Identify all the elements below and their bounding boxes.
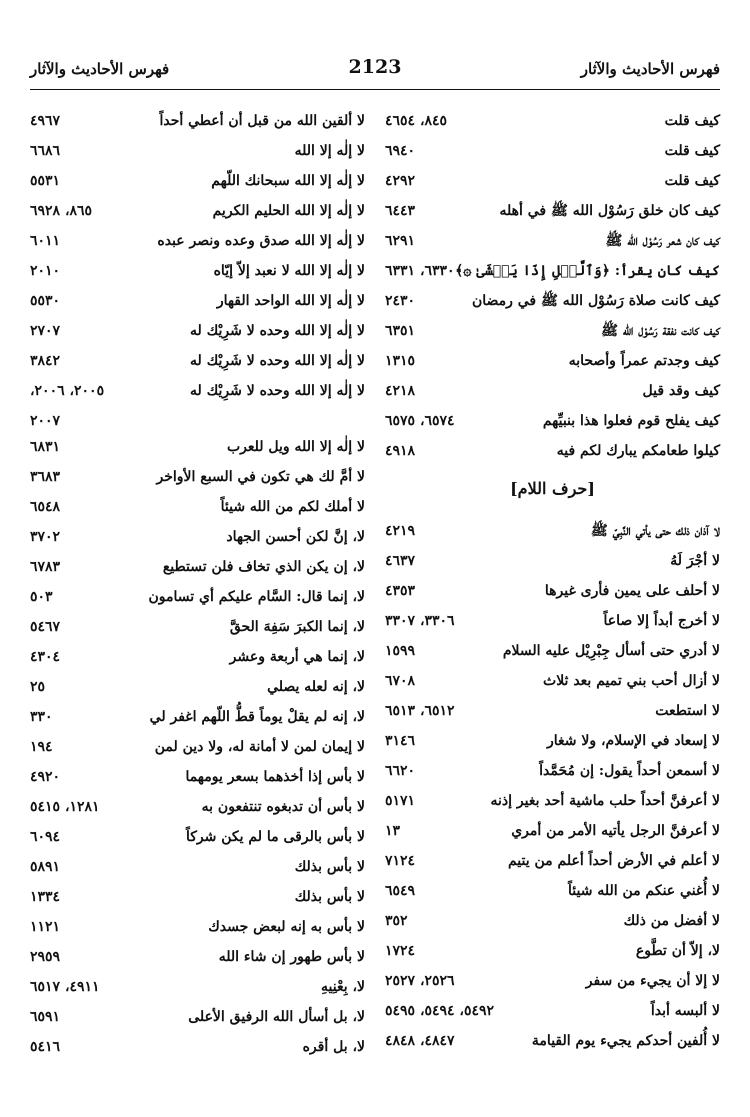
- index-entry: [30, 792, 365, 822]
- index-entry: [385, 606, 720, 636]
- entry-text: لا أخرج أبداً إلا صاعاً: [603, 613, 720, 629]
- entry-numbers: ٥٨٩١: [30, 859, 61, 875]
- index-entry: [385, 576, 720, 606]
- entry-numbers: ٤٨٤٧، ٤٨٤٨: [385, 1033, 455, 1049]
- entry-numbers: ٢٥٢٦، ٢٥٢٧: [385, 973, 455, 989]
- entry-numbers: ٢٠٠٧: [30, 413, 61, 429]
- entry-text: لا إلٰه إلا الله صدق وعده ونصر عبده: [157, 233, 365, 249]
- entry-text: كيف وجدتم عمراً وأصحابه: [568, 353, 720, 369]
- entry-numbers: ٦٩٤٠: [385, 143, 416, 159]
- entry-numbers: ٢٤٣٠: [385, 293, 416, 309]
- entry-numbers: ٥٤٩٢، ٥٤٩٤، ٥٤٩٥: [385, 1003, 495, 1019]
- entry-text: لا إلا أن يجيء من سفر: [585, 973, 720, 989]
- index-entry: [30, 1032, 365, 1062]
- index-entry: [30, 762, 365, 792]
- entry-text: لا أعلم في الأرض أحداً أعلم من يتيم: [507, 853, 720, 869]
- entry-numbers: ٣٥٢: [385, 913, 408, 929]
- index-entry: [30, 582, 365, 612]
- entry-text: لا بأس به إنه لبعض جسدك: [208, 919, 365, 935]
- entry-numbers: ٦٠٩٤: [30, 829, 61, 845]
- entry-text: لا، إنما الكبرَ سَفِهَ الحقَّ: [229, 619, 365, 635]
- index-entry: [385, 906, 720, 936]
- index-entry: [30, 406, 365, 432]
- entry-numbers: ٢٩٥٩: [30, 949, 61, 965]
- entry-text: كيف وقد قيل: [642, 383, 720, 399]
- entry-text: لا أدري حتى أسأل جِبْرِيْل عليه السلام: [502, 643, 720, 659]
- index-entry: [385, 876, 720, 906]
- index-entry: [385, 666, 720, 696]
- entry-numbers: ٦٥٤٩: [385, 883, 416, 899]
- entry-text: كيف كان شعر رَسُوْل الله ﷺ: [605, 233, 720, 249]
- index-entry: [385, 316, 720, 346]
- index-entry: [30, 256, 365, 286]
- index-entry: [385, 406, 720, 436]
- index-entry: [30, 376, 365, 406]
- entry-text: لا أزال أحب بني تميم بعد ثلاث: [543, 673, 720, 689]
- entry-text: لا إلٰه إلا الله الحليم الكريم: [212, 203, 365, 219]
- entry-text: لا بأس أن تدبغوه تنتفعون به: [201, 799, 365, 815]
- entry-numbers: ١١٢١: [30, 919, 61, 935]
- index-entry: [30, 432, 365, 462]
- entry-text: لا آذان ذلك حتى يأتي النَّبِيّ ﷺ: [590, 523, 720, 539]
- index-entry: [30, 106, 365, 136]
- section-heading: [385, 466, 720, 516]
- entry-numbers: ٤٢٩٢: [385, 173, 416, 189]
- entry-text: لا إلٰه إلا الله الواحد القهار: [216, 293, 365, 309]
- entry-text: لا إلٰه إلا الله وحده لا شَرِيْك له: [190, 383, 365, 399]
- entry-numbers: ٥٤١٦: [30, 1039, 61, 1055]
- entry-numbers: ٦٧٠٨: [385, 673, 416, 689]
- entry-text: لا بأس بذلك: [294, 889, 365, 905]
- entry-text: كيف كان خلق رَسُوْل الله ﷺ في أهله: [499, 203, 720, 219]
- entry-text: لا، بل أقره: [302, 1039, 365, 1055]
- entry-text: لا إلٰه إلا الله ويل للعرب: [226, 439, 365, 455]
- entry-text: لا استطعت: [655, 703, 720, 719]
- entry-text: لا، إنه لعله يصلي: [267, 679, 365, 695]
- index-entry: [385, 256, 720, 286]
- entry-text: لا إلٰه إلا الله سبحانك اللّهم: [211, 173, 365, 189]
- entry-text: لا أُلفين أحدكم يجيء يوم القيامة: [531, 1033, 720, 1049]
- index-entry: [30, 226, 365, 256]
- entry-numbers: ٦٥٤٨: [30, 499, 61, 515]
- entry-text: لا، إلاّ أن تطَّوع: [635, 943, 720, 959]
- entry-text: لا أجْرَ لَهُ: [670, 553, 720, 569]
- entry-numbers: ١٣٣٤: [30, 889, 61, 905]
- entry-numbers: ٦٢٩١: [385, 233, 416, 249]
- entry-numbers: ٣٧٠٢: [30, 529, 61, 545]
- index-entry: [385, 546, 720, 576]
- entry-numbers: ١٢٨١، ٥٤١٥: [30, 799, 100, 815]
- index-entry: [385, 846, 720, 876]
- entry-text: لا، إن يكن الذي تخاف فلن تستطيع: [162, 559, 365, 575]
- entry-numbers: ٦٠١١: [30, 233, 61, 249]
- entry-numbers: ٤٩٦٧: [30, 113, 61, 129]
- entry-numbers: ١٣١٥: [385, 353, 416, 369]
- entry-text: لا، إنه لم يقلْ يوماً قطُّ اللّهم اغفر لي: [149, 709, 365, 725]
- entry-numbers: ٣٣٠٦، ٣٣٠٧: [385, 613, 455, 629]
- index-entry: [385, 786, 720, 816]
- index-entry: [30, 912, 365, 942]
- entry-text: لا أسمعن أحداً يقول: إن مُحَمَّداً: [539, 763, 720, 779]
- index-entry: [385, 136, 720, 166]
- index-entry: [30, 316, 365, 346]
- index-entry: [30, 136, 365, 166]
- entry-text: لا إلٰه إلا الله: [294, 143, 365, 159]
- entry-text: كيف قلت: [664, 143, 720, 159]
- entry-text: لا بأس بالرقى ما لم يكن شركاً: [185, 829, 365, 845]
- entry-numbers: ٦٣٣٠، ٦٣٣١: [385, 263, 455, 279]
- entry-numbers: ٤٩١١، ٦٥١٧: [30, 979, 100, 995]
- index-entry: [30, 552, 365, 582]
- index-entry: [30, 166, 365, 196]
- index-entry: [30, 852, 365, 882]
- entry-text: لا ألقين الله من قبل أن أعطي أحداً: [159, 113, 365, 129]
- entry-numbers: ١٧٢٤: [385, 943, 416, 959]
- entry-numbers: ٢٠١٠: [30, 263, 61, 279]
- index-entry: [385, 726, 720, 756]
- entry-text: لا أحلف على يمين فأرى غيرها: [544, 583, 720, 599]
- index-entry: [385, 346, 720, 376]
- index-entry: [385, 996, 720, 1026]
- entry-text: لا أعرفنَّ الرجل يأتيه الأمر من أمري: [511, 823, 720, 839]
- entry-numbers: ٥٤٦٧: [30, 619, 61, 635]
- index-entry: [30, 822, 365, 852]
- entry-text: لا أملك لكم من الله شيئاً: [220, 499, 365, 515]
- entry-text: كيف يفلح قوم فعلوا هذا بنبيِّهم: [542, 413, 720, 429]
- entry-text: لا، بِعْنِيهِ: [321, 979, 365, 995]
- entry-text: لا، بل أسأل الله الرفيق الأعلى: [188, 1009, 365, 1025]
- index-entry: [30, 972, 365, 1002]
- index-entry: [385, 966, 720, 996]
- header-rule: [30, 89, 720, 90]
- entry-numbers: ٤٢١٩: [385, 523, 416, 539]
- index-entry: [30, 612, 365, 642]
- entry-text: لا أمَّ لك هي تكون في السبع الأواخر: [156, 469, 365, 485]
- page-number: 2123: [348, 56, 402, 78]
- index-entry: [30, 346, 365, 376]
- entry-text: كيف قلت: [664, 113, 720, 129]
- entry-numbers: ٦٧٨٣: [30, 559, 61, 575]
- index-entry: [385, 166, 720, 196]
- entry-text: لا، إنَّ لكن أحسن الجهاد: [226, 529, 365, 545]
- index-entry: [30, 732, 365, 762]
- entry-text: كيف قلت: [664, 173, 720, 189]
- entry-text: لا إلٰه إلا الله لا نعبد إلاّ إيّاه: [213, 263, 365, 279]
- entry-numbers: ٦٦٨٦: [30, 143, 61, 159]
- entry-numbers: ٤٩١٨: [385, 443, 416, 459]
- entry-numbers: ٢٧٠٧: [30, 323, 61, 339]
- entry-text: لا إلٰه إلا الله وحده لا شَرِيْك له: [190, 353, 365, 369]
- index-entry: [385, 226, 720, 256]
- entry-numbers: ١٥٩٩: [385, 643, 416, 659]
- section-heading-text: [حرف اللام]: [510, 479, 595, 498]
- index-entry: [385, 1026, 720, 1056]
- index-entry: [30, 942, 365, 972]
- entry-numbers: ٦٣٥١: [385, 323, 416, 339]
- left-column: [30, 106, 365, 1062]
- entry-numbers: ٦٥٩١: [30, 1009, 61, 1025]
- entry-numbers: ٣٦٨٣: [30, 469, 61, 485]
- entry-numbers: ٥٥٣٠: [30, 293, 61, 309]
- index-entry: [30, 196, 365, 226]
- entry-numbers: ٧١٢٤: [385, 853, 416, 869]
- entry-numbers: ٤٢١٨: [385, 383, 416, 399]
- entry-numbers: ٥١٧١: [385, 793, 416, 809]
- entry-text: كيف كان يقرأ: ﴿وَٱلَّيۡلِ إِذَا يَغۡشَىٰ ۞﴾: [455, 263, 720, 279]
- index-entry: [30, 882, 365, 912]
- entry-text: لا إسعاد في الإسلام، ولا شغار: [547, 733, 720, 749]
- index-entry: [30, 492, 365, 522]
- page-header: [30, 56, 720, 86]
- entry-text: لا إيمان لمن لا أمانة له، ولا دين لمن: [154, 739, 365, 755]
- entry-numbers: ٢٥: [30, 679, 46, 695]
- entry-text: لا، إنما هي أربعة وعشر: [229, 649, 365, 665]
- right-column: [385, 106, 720, 1056]
- entry-numbers: ٦٨٣١: [30, 439, 61, 455]
- entry-text: لا بأس إذا أخذهما بسعر يومهما: [185, 769, 365, 785]
- index-entry: [30, 1002, 365, 1032]
- running-title-left: فهرس الأحاديث والآثار: [30, 60, 170, 78]
- entry-numbers: ١٣: [385, 823, 401, 839]
- index-entry: [385, 436, 720, 466]
- index-entry: [385, 936, 720, 966]
- entry-numbers: ٦٥١٢، ٦٥١٣: [385, 703, 455, 719]
- index-entry: [30, 286, 365, 316]
- entry-text: كيف كانت نفقة رَسُوْل الله ﷺ: [601, 323, 720, 339]
- entry-numbers: ٨٤٥، ٤٦٥٤: [385, 113, 448, 129]
- index-entry: [385, 286, 720, 316]
- entry-numbers: ٦٤٤٣: [385, 203, 416, 219]
- running-title-right: فهرس الأحاديث والآثار: [580, 60, 720, 78]
- entry-numbers: ٤٣٥٣: [385, 583, 416, 599]
- entry-numbers: ٥٠٣: [30, 589, 53, 605]
- entry-numbers: ٤٩٢٠: [30, 769, 61, 785]
- entry-numbers: ٦٦٢٠: [385, 763, 416, 779]
- entry-text: لا أُغني عنكم من الله شيئاً: [568, 883, 720, 899]
- index-entry: [385, 636, 720, 666]
- index-entry: [385, 516, 720, 546]
- entry-text: لا بأس بذلك: [294, 859, 365, 875]
- entry-numbers: ٨٦٥، ٦٩٢٨: [30, 203, 93, 219]
- entry-text: لا أعرفنَّ أحداً حلب ماشية أحد بغير إذنه: [490, 793, 720, 809]
- entry-text: كيف كانت صلاة رَسُوْل الله ﷺ في رمضان: [471, 293, 720, 309]
- index-entry: [30, 642, 365, 672]
- index-entry: [30, 702, 365, 732]
- index-entry: [30, 462, 365, 492]
- entry-numbers: ٦٥٧٤، ٦٥٧٥: [385, 413, 455, 429]
- entry-numbers: ٣٣٠: [30, 709, 53, 725]
- index-entry: [385, 196, 720, 226]
- index-entry: [385, 816, 720, 846]
- index-entry: [385, 756, 720, 786]
- entry-text: لا، إنما قال: السَّام عليكم أي تسامون: [148, 589, 365, 605]
- entry-text: كيلوا طعامكم يبارك لكم فيه: [556, 443, 720, 459]
- entry-numbers: ٤٦٣٧: [385, 553, 416, 569]
- entry-text: لا إلٰه إلا الله وحده لا شَرِيْك له: [190, 323, 365, 339]
- entry-numbers: ٥٥٣١: [30, 173, 61, 189]
- entry-text: لا بأس طهور إن شاء الله: [218, 949, 365, 965]
- entry-numbers: ٤٣٠٤: [30, 649, 61, 665]
- entry-numbers: ٢٠٠٥، ٢٠٠٦،: [30, 383, 105, 399]
- index-entry: [30, 672, 365, 702]
- entry-numbers: ٣٨٤٢: [30, 353, 61, 369]
- entry-numbers: ١٩٤: [30, 739, 53, 755]
- index-entry: [385, 376, 720, 406]
- index-entry: [30, 522, 365, 552]
- entry-text: لا ألبسه أبداً: [650, 1003, 720, 1019]
- entry-numbers: ٣١٤٦: [385, 733, 416, 749]
- entry-text: لا أفضل من ذلك: [623, 913, 720, 929]
- index-entry: [385, 696, 720, 726]
- index-entry: [385, 106, 720, 136]
